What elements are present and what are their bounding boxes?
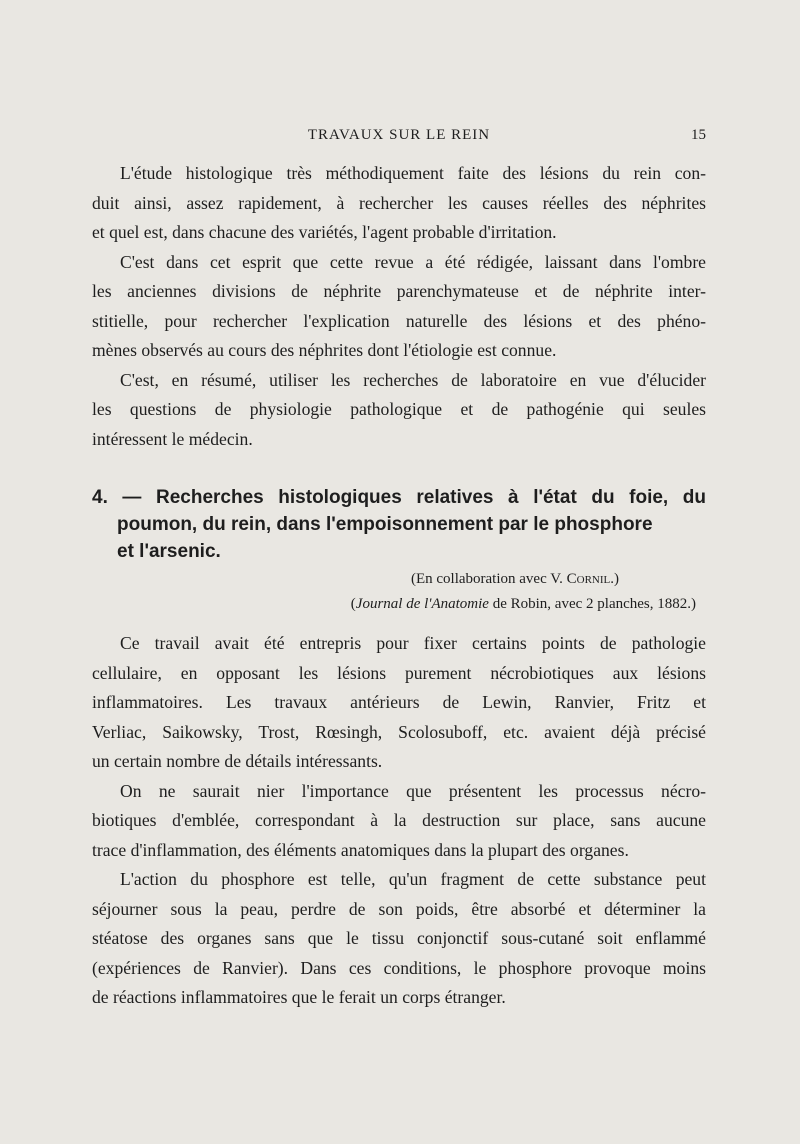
intro-text [92, 159, 706, 454]
paragraph [92, 159, 706, 248]
running-title: TRAVAUX SUR LE REIN [307, 127, 491, 143]
text-line: trace d'inflammation, des éléments anatomiques dans la plupart des organes. [92, 839, 629, 860]
collaborator-name: Cornil [566, 571, 611, 587]
text-line: On ne saurait nier l'importance que présentent les processus nécro- [120, 780, 706, 801]
heading-line: et l'arsenic. [117, 541, 221, 562]
text-line: et quel est, dans chacune des variétés, l'agent probable d'irritation. [92, 222, 557, 242]
ref-open: ( [350, 596, 356, 612]
text-line: L'étude histologique très méthodiquement faite des lésions du rein con- [120, 163, 706, 183]
section-heading [92, 484, 706, 565]
text-line: C'est dans cet esprit que cette revue a été rédigée, laissant dans l'ombre [120, 251, 706, 272]
text-line: les questions de physiologie pathologique et de pathogénie qui seules [92, 399, 706, 419]
paragraph [92, 865, 706, 1013]
text-line: (expériences de Ranvier). Dans ces conditions, le phosphore provoque moins [92, 957, 706, 978]
publication-reference [92, 596, 706, 613]
paragraph [92, 248, 706, 366]
text-line: stéatose des organes sans que le tissu conjonctif sous-cutané soit enflammé [92, 928, 706, 948]
text-line: L'action du phosphore est telle, qu'un fragment de cette substance peut [120, 869, 706, 889]
paragraph [92, 366, 706, 455]
collaboration-prefix: (En collaboration avec V. [410, 571, 567, 587]
text-line: mènes observés au cours des néphrites dont l'étiologie est connue. [92, 340, 557, 360]
text-line: de réactions inflammatoires que le ferait un corps étranger. [92, 987, 506, 1007]
collaboration-note [92, 571, 706, 588]
page-number: 15 [691, 127, 706, 143]
text-line: biotiques d'emblée, correspondant à la destruction sur place, sans aucune [92, 810, 706, 830]
text-line: cellulaire, en opposant les lésions purement nécrobiotiques aux lésions [92, 662, 706, 683]
paragraph [92, 629, 706, 777]
ref-details: de Robin, avec 2 planches, 1882.) [488, 596, 696, 612]
section-body [92, 629, 706, 1013]
text-line: C'est, en résumé, utiliser les recherches de laboratoire en vue d'élucider [120, 369, 706, 390]
text-line: inflammatoires. Les travaux antérieurs de Lewin, Ranvier, Fritz et [92, 692, 706, 712]
text-line: séjourner sous la peau, perdre de son poids, être absorbé et déterminer la [92, 898, 706, 919]
page-header [92, 127, 706, 151]
heading-line: 4. — Recherches histologiques relatives à l'état du foie, du [92, 487, 706, 508]
text-line: stitielle, pour rechercher l'explication naturelle des lésions et des phéno- [92, 310, 706, 331]
journal-title: Journal de l'Anatomie [355, 596, 489, 612]
text-line: intéressent le médecin. [92, 428, 253, 449]
text-line: les anciennes divisions de néphrite parenchymateuse et de néphrite inter- [92, 281, 706, 301]
text-line: un certain nombre de détails intéressants. [92, 751, 383, 771]
text-line: Ce travail avait été entrepris pour fixer certains points de pathologie [120, 633, 706, 653]
paragraph [92, 777, 706, 866]
collaboration-suffix: .) [610, 571, 619, 587]
text-line: duit ainsi, assez rapidement, à rechercher les causes réelles des néphrites [92, 192, 706, 213]
heading-line: poumon, du rein, dans l'empoisonnement par le phosphore [117, 514, 653, 535]
text-line: Verliac, Saikowsky, Trost, Rœsingh, Scolosuboff, etc. avaient déjà précisé [92, 721, 706, 742]
